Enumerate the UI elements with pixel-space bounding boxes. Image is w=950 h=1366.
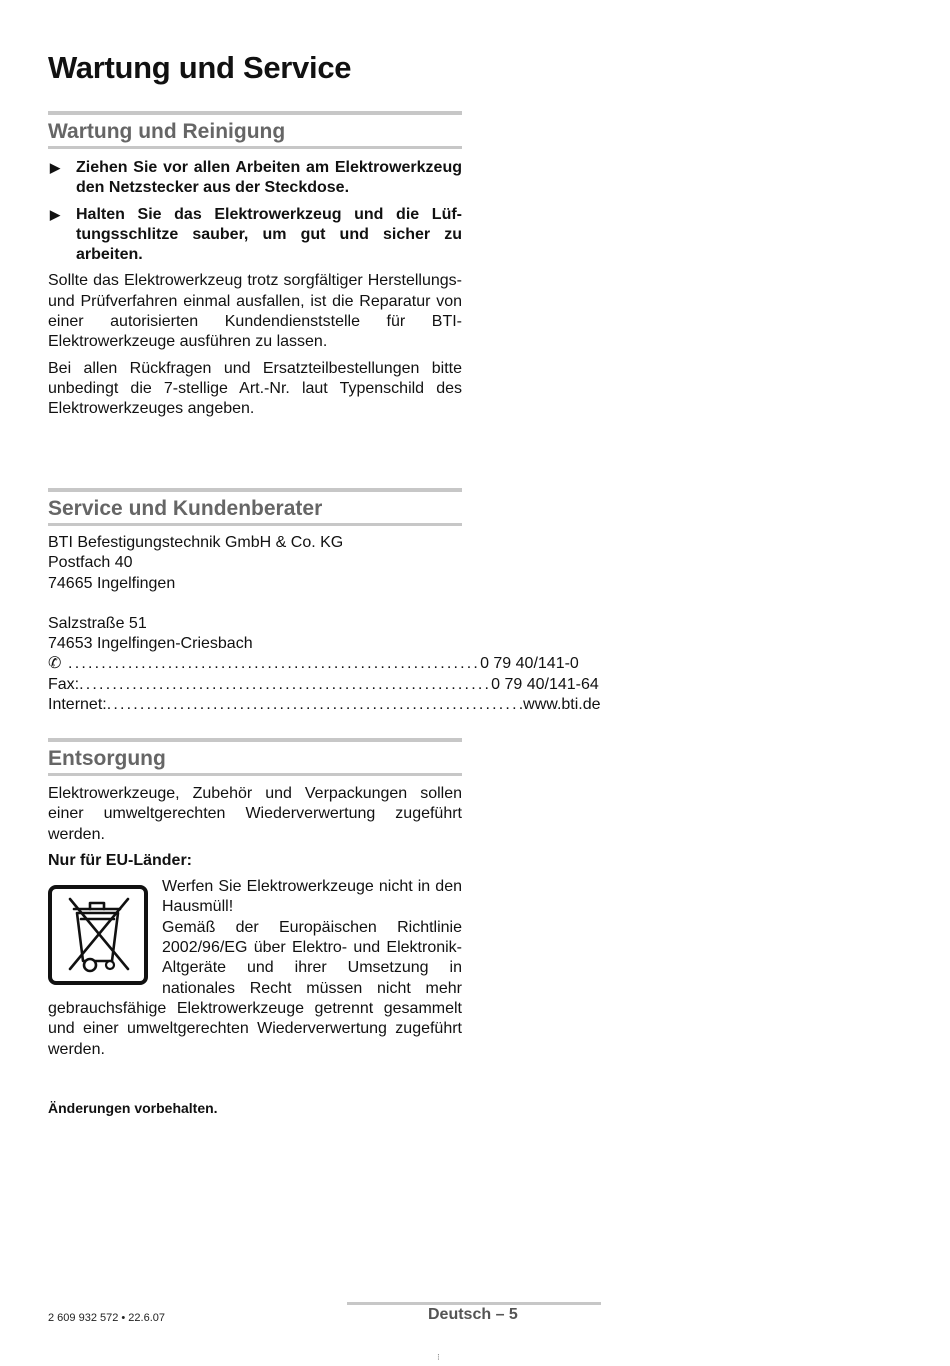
- bullet-text: Ziehen Sie vor allen Arbeiten am Elektrowerkzeug den Netzstecker aus der Steckdose.: [76, 159, 462, 197]
- dot-leader: ..............................................................: [106, 696, 519, 714]
- address-line: Salzstraße 51: [48, 614, 147, 632]
- internet-address: .www.bti.de: [518, 696, 601, 714]
- phone-row: [48, 654, 579, 674]
- disposal-section: [48, 738, 462, 1060]
- eu-text-directive: Gemäß der Europäischen Richtlinie 2002/96/EG über Elektro- und Elektronik-Altgeräte und ihrer Umsetzung in nationales Recht müssen nicht mehr gebrauchsfähige Elektrowerkzeuge getrennt gesammelt und einer umweltgerechten Wiederverwertung zugeführt werden.: [48, 918, 462, 1058]
- disposal-intro: Elektrowerkzeuge, Zubehör und Verpackungen sollen einer umweltgerechten Wiederverwertung zugeführt werden.: [48, 785, 462, 843]
- wheelie-bin-svg: [52, 889, 144, 981]
- footer-divider: [347, 1302, 601, 1305]
- address-block: [48, 533, 462, 594]
- dot-leader: ..............................................................: [79, 675, 492, 693]
- phone-number: 0 79 40/141-0: [480, 655, 579, 673]
- bullet-text: Halten Sie das Elektrowerkzeug und die Lüftungsschlitze sauber, um gut und sicher zu arbeiten.: [76, 205, 462, 264]
- document-code: 2 609 932 572 • 22.6.07: [48, 1312, 166, 1324]
- repair-paragraph: Sollte das Elektrowerkzeug trotz sorgfältiger Herstellungs- und Prüfverfahren einmal ausfallen, ist die Reparatur von einer autorisierten Kundendienststelle für BTI-Elektrowerkzeuge ausführen zu lassen.: [48, 272, 462, 351]
- disposal-heading: Entsorgung: [48, 747, 166, 770]
- disposal-heading-bar: [48, 738, 462, 776]
- service-heading-bar: [48, 488, 462, 526]
- maintenance-heading: Wartung und Reinigung: [48, 120, 286, 143]
- street-address-block: [48, 614, 462, 655]
- phone-icon: ✆: [48, 655, 62, 673]
- spare-parts-paragraph: Bei allen Rückfragen und Ersatzteilbestellungen bitte unbedingt die 7-stellige Art.-Nr. laut Typenschild des Elektrowerkzeuges angeben.: [48, 359, 462, 418]
- address-line: 74653 Ingelfingen-Criesbach: [48, 635, 253, 653]
- eu-text-household: Werfen Sie Elektrowerkzeuge nicht in den Hausmüll!: [162, 878, 462, 916]
- triangle-bullet-icon: ▶: [50, 160, 60, 175]
- language-page-number: Deutsch – 5: [428, 1306, 518, 1323]
- page-title: Wartung und Service: [48, 50, 352, 85]
- bullet-item: [48, 205, 462, 266]
- service-section: [48, 488, 601, 715]
- triangle-bullet-icon: ▶: [50, 206, 60, 222]
- bullet-item: [48, 158, 462, 199]
- maintenance-section: [48, 111, 462, 420]
- eu-heading: Nur für EU-Länder:: [48, 851, 192, 869]
- dot-leader: ..............................................................: [61, 655, 481, 673]
- page-mark: ⁝: [437, 1352, 440, 1362]
- maintenance-heading-bar: [48, 111, 462, 149]
- internet-row: [48, 695, 601, 715]
- service-heading: Service und Kundenberater: [48, 497, 323, 520]
- fax-label: Fax:: [48, 675, 80, 693]
- address-line: 74665 Ingelfingen: [48, 574, 176, 592]
- crossed-out-wheelie-bin-icon: [48, 885, 148, 985]
- internet-label: Internet:: [48, 696, 107, 714]
- fax-row: [48, 675, 599, 695]
- address-line: Postfach 40: [48, 554, 133, 572]
- changes-reserved-notice: Änderungen vorbehalten.: [48, 1100, 218, 1116]
- eu-block: [48, 877, 462, 1060]
- address-line: BTI Befestigungstechnik GmbH & Co. KG: [48, 534, 344, 551]
- fax-number: 0 79 40/141-64: [491, 675, 599, 693]
